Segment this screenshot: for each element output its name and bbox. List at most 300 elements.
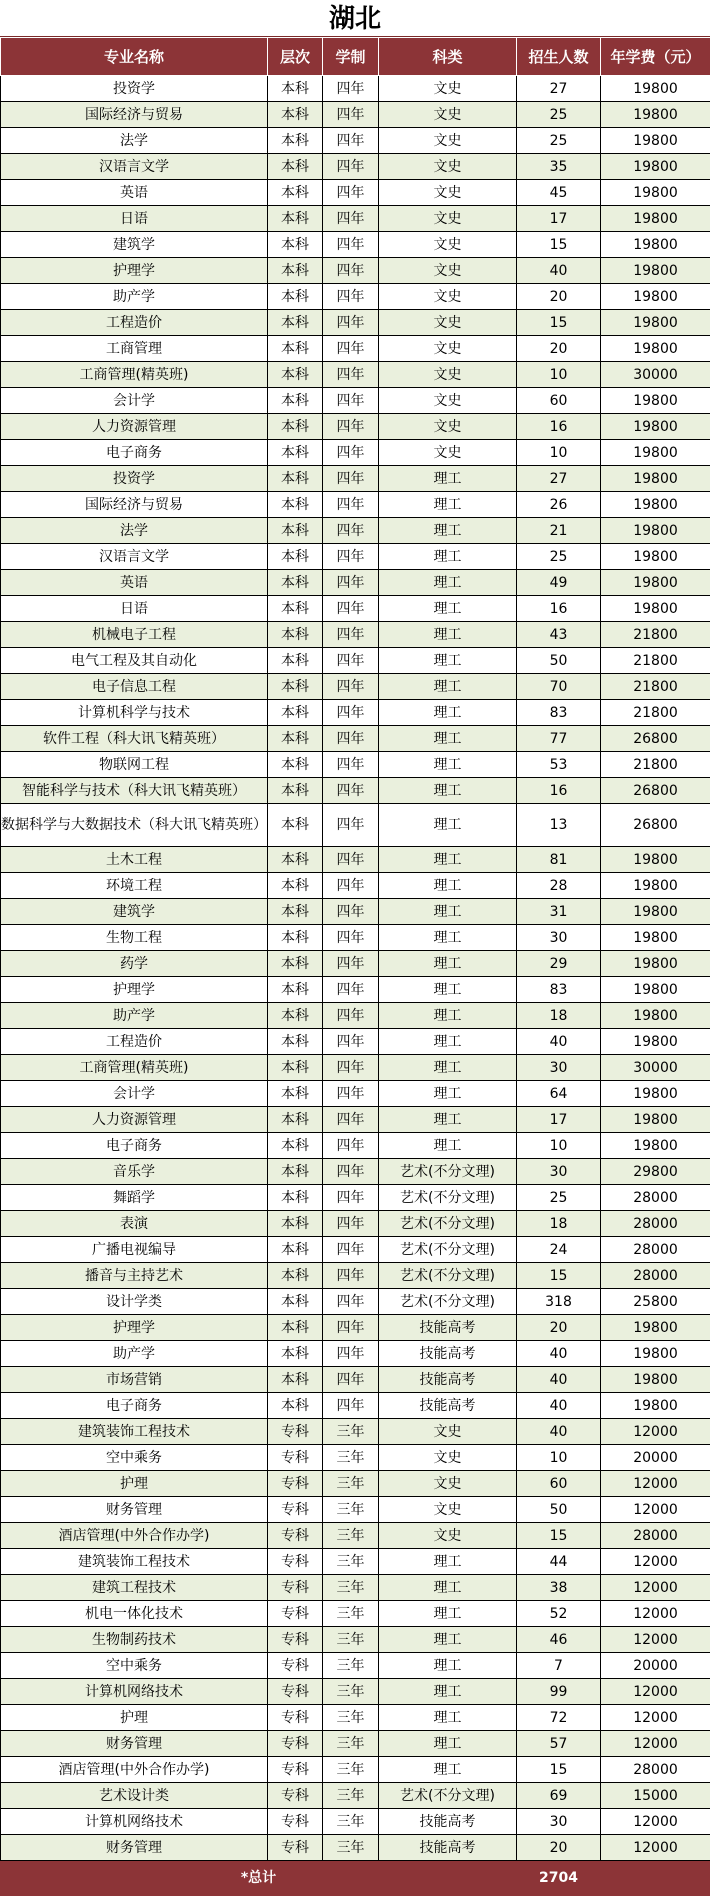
- table-row: [1, 873, 710, 899]
- category-cell: 理工: [379, 925, 517, 951]
- major-name-cell: 空中乘务: [1, 1653, 268, 1679]
- category-cell: 文史: [379, 336, 517, 362]
- page-title: 湖北: [0, 0, 710, 37]
- table-row: [1, 726, 710, 752]
- duration-cell: 四年: [323, 1107, 379, 1133]
- major-name-cell: 工商管理(精英班): [1, 362, 268, 388]
- level-cell: 本科: [268, 847, 323, 873]
- table-row: [1, 925, 710, 951]
- quota-cell: 13: [517, 804, 601, 847]
- level-cell: 本科: [268, 258, 323, 284]
- duration-cell: 四年: [323, 873, 379, 899]
- tuition-cell: 12000: [601, 1627, 710, 1653]
- level-cell: 本科: [268, 648, 323, 674]
- total-blank: [601, 1861, 710, 1896]
- table-row: [1, 1029, 710, 1055]
- major-name-cell: 日语: [1, 206, 268, 232]
- major-name-cell: 日语: [1, 596, 268, 622]
- tuition-cell: 29800: [601, 1159, 710, 1185]
- level-cell: 本科: [268, 180, 323, 206]
- duration-cell: 四年: [323, 1081, 379, 1107]
- major-name-cell: 机械电子工程: [1, 622, 268, 648]
- major-name-cell: 市场营销: [1, 1367, 268, 1393]
- category-cell: 文史: [379, 232, 517, 258]
- tuition-cell: 30000: [601, 362, 710, 388]
- table-row: [1, 1627, 710, 1653]
- table-row: [1, 1549, 710, 1575]
- category-cell: 理工: [379, 1705, 517, 1731]
- major-name-cell: 电子商务: [1, 1133, 268, 1159]
- header-quota: 招生人数: [517, 38, 601, 76]
- tuition-cell: 19800: [601, 102, 710, 128]
- table-row: [1, 76, 710, 102]
- major-name-cell: 建筑装饰工程技术: [1, 1419, 268, 1445]
- major-name-cell: 汉语言文学: [1, 544, 268, 570]
- table-row: [1, 1705, 710, 1731]
- category-cell: 艺术(不分文理): [379, 1237, 517, 1263]
- header-tuition: 年学费（元）: [601, 38, 710, 76]
- table-row: [1, 1575, 710, 1601]
- level-cell: 本科: [268, 622, 323, 648]
- duration-cell: 三年: [323, 1653, 379, 1679]
- major-name-cell: 护理学: [1, 977, 268, 1003]
- level-cell: 本科: [268, 1185, 323, 1211]
- category-cell: 理工: [379, 726, 517, 752]
- category-cell: 理工: [379, 492, 517, 518]
- quota-cell: 81: [517, 847, 601, 873]
- duration-cell: 四年: [323, 102, 379, 128]
- category-cell: 文史: [379, 76, 517, 102]
- category-cell: 艺术(不分文理): [379, 1783, 517, 1809]
- level-cell: 本科: [268, 336, 323, 362]
- duration-cell: 四年: [323, 258, 379, 284]
- quota-cell: 30: [517, 925, 601, 951]
- tuition-cell: 19800: [601, 570, 710, 596]
- major-name-cell: 生物工程: [1, 925, 268, 951]
- duration-cell: 四年: [323, 1289, 379, 1315]
- category-cell: 文史: [379, 388, 517, 414]
- quota-cell: 10: [517, 362, 601, 388]
- quota-cell: 21: [517, 518, 601, 544]
- duration-cell: 四年: [323, 778, 379, 804]
- major-name-cell: 助产学: [1, 1341, 268, 1367]
- duration-cell: 三年: [323, 1549, 379, 1575]
- quota-cell: 43: [517, 622, 601, 648]
- major-name-cell: 国际经济与贸易: [1, 492, 268, 518]
- header-duration: 学制: [323, 38, 379, 76]
- quota-cell: 25: [517, 128, 601, 154]
- tuition-cell: 19800: [601, 925, 710, 951]
- quota-cell: 49: [517, 570, 601, 596]
- level-cell: 本科: [268, 674, 323, 700]
- quota-cell: 17: [517, 1107, 601, 1133]
- tuition-cell: 19800: [601, 466, 710, 492]
- table-row: [1, 700, 710, 726]
- duration-cell: 三年: [323, 1809, 379, 1835]
- table-row: [1, 388, 710, 414]
- category-cell: 理工: [379, 1003, 517, 1029]
- duration-cell: 三年: [323, 1419, 379, 1445]
- category-cell: 理工: [379, 648, 517, 674]
- level-cell: 本科: [268, 492, 323, 518]
- category-cell: 理工: [379, 1029, 517, 1055]
- duration-cell: 四年: [323, 362, 379, 388]
- category-cell: 艺术(不分文理): [379, 1263, 517, 1289]
- quota-cell: 15: [517, 1263, 601, 1289]
- category-cell: 文史: [379, 310, 517, 336]
- table-row: [1, 1211, 710, 1237]
- duration-cell: 四年: [323, 570, 379, 596]
- quota-cell: 20: [517, 1835, 601, 1861]
- level-cell: 本科: [268, 804, 323, 847]
- tuition-cell: 19800: [601, 206, 710, 232]
- header-level: 层次: [268, 38, 323, 76]
- table-row: [1, 466, 710, 492]
- major-name-cell: 数据科学与大数据技术（科大讯飞精英班）: [1, 804, 268, 847]
- tuition-cell: 19800: [601, 492, 710, 518]
- level-cell: 本科: [268, 1055, 323, 1081]
- tuition-cell: 19800: [601, 518, 710, 544]
- major-name-cell: 汉语言文学: [1, 154, 268, 180]
- tuition-cell: 19800: [601, 128, 710, 154]
- table-row: [1, 570, 710, 596]
- level-cell: 本科: [268, 76, 323, 102]
- category-cell: 理工: [379, 1575, 517, 1601]
- quota-cell: 15: [517, 1757, 601, 1783]
- table-row: [1, 804, 710, 847]
- quota-cell: 18: [517, 1211, 601, 1237]
- tuition-cell: 19800: [601, 232, 710, 258]
- quota-cell: 7: [517, 1653, 601, 1679]
- quota-cell: 27: [517, 466, 601, 492]
- quota-cell: 10: [517, 1445, 601, 1471]
- quota-cell: 53: [517, 752, 601, 778]
- major-name-cell: 音乐学: [1, 1159, 268, 1185]
- category-cell: 理工: [379, 518, 517, 544]
- level-cell: 专科: [268, 1731, 323, 1757]
- category-cell: 理工: [379, 1133, 517, 1159]
- major-name-cell: 物联网工程: [1, 752, 268, 778]
- table-row: [1, 336, 710, 362]
- category-cell: 文史: [379, 414, 517, 440]
- major-name-cell: 英语: [1, 180, 268, 206]
- duration-cell: 四年: [323, 414, 379, 440]
- tuition-cell: 21800: [601, 700, 710, 726]
- duration-cell: 四年: [323, 1315, 379, 1341]
- tuition-cell: 28000: [601, 1757, 710, 1783]
- tuition-cell: 21800: [601, 674, 710, 700]
- category-cell: 理工: [379, 1679, 517, 1705]
- level-cell: 本科: [268, 128, 323, 154]
- tuition-cell: 12000: [601, 1601, 710, 1627]
- quota-cell: 31: [517, 899, 601, 925]
- quota-cell: 10: [517, 1133, 601, 1159]
- duration-cell: 四年: [323, 1133, 379, 1159]
- major-name-cell: 助产学: [1, 1003, 268, 1029]
- table-row: [1, 284, 710, 310]
- duration-cell: 四年: [323, 388, 379, 414]
- quota-cell: 15: [517, 1523, 601, 1549]
- major-name-cell: 药学: [1, 951, 268, 977]
- table-row: [1, 778, 710, 804]
- major-name-cell: 人力资源管理: [1, 414, 268, 440]
- tuition-cell: 28000: [601, 1185, 710, 1211]
- table-row: [1, 414, 710, 440]
- level-cell: 本科: [268, 544, 323, 570]
- quota-cell: 30: [517, 1809, 601, 1835]
- level-cell: 专科: [268, 1809, 323, 1835]
- category-cell: 理工: [379, 1627, 517, 1653]
- major-name-cell: 助产学: [1, 284, 268, 310]
- duration-cell: 四年: [323, 440, 379, 466]
- major-name-cell: 建筑学: [1, 899, 268, 925]
- table-row: [1, 1419, 710, 1445]
- duration-cell: 四年: [323, 1185, 379, 1211]
- quota-cell: 16: [517, 596, 601, 622]
- category-cell: 文史: [379, 258, 517, 284]
- category-cell: 文史: [379, 1523, 517, 1549]
- level-cell: 本科: [268, 1263, 323, 1289]
- duration-cell: 四年: [323, 1393, 379, 1419]
- duration-cell: 四年: [323, 1055, 379, 1081]
- major-name-cell: 工商管理: [1, 336, 268, 362]
- category-cell: 文史: [379, 206, 517, 232]
- quota-cell: 30: [517, 1159, 601, 1185]
- level-cell: 专科: [268, 1705, 323, 1731]
- duration-cell: 三年: [323, 1601, 379, 1627]
- table-row: [1, 1471, 710, 1497]
- category-cell: 技能高考: [379, 1367, 517, 1393]
- table-row: [1, 206, 710, 232]
- level-cell: 专科: [268, 1549, 323, 1575]
- duration-cell: 四年: [323, 804, 379, 847]
- duration-cell: 四年: [323, 1029, 379, 1055]
- tuition-cell: 19800: [601, 977, 710, 1003]
- major-name-cell: 机电一体化技术: [1, 1601, 268, 1627]
- duration-cell: 四年: [323, 154, 379, 180]
- category-cell: 艺术(不分文理): [379, 1159, 517, 1185]
- tuition-cell: 19800: [601, 336, 710, 362]
- major-name-cell: 建筑装饰工程技术: [1, 1549, 268, 1575]
- quota-cell: 20: [517, 336, 601, 362]
- level-cell: 本科: [268, 414, 323, 440]
- major-name-cell: 护理: [1, 1705, 268, 1731]
- table-row: [1, 492, 710, 518]
- category-cell: 文史: [379, 1419, 517, 1445]
- level-cell: 专科: [268, 1471, 323, 1497]
- table-row: [1, 232, 710, 258]
- duration-cell: 三年: [323, 1627, 379, 1653]
- duration-cell: 四年: [323, 977, 379, 1003]
- quota-cell: 29: [517, 951, 601, 977]
- category-cell: 理工: [379, 778, 517, 804]
- level-cell: 本科: [268, 899, 323, 925]
- major-name-cell: 表演: [1, 1211, 268, 1237]
- tuition-cell: 30000: [601, 1055, 710, 1081]
- major-name-cell: 护理学: [1, 258, 268, 284]
- major-name-cell: 播音与主持艺术: [1, 1263, 268, 1289]
- category-cell: 理工: [379, 466, 517, 492]
- level-cell: 本科: [268, 1107, 323, 1133]
- table-row: [1, 1783, 710, 1809]
- table-row: [1, 1315, 710, 1341]
- quota-cell: 16: [517, 414, 601, 440]
- quota-cell: 27: [517, 76, 601, 102]
- table-row: [1, 674, 710, 700]
- duration-cell: 四年: [323, 284, 379, 310]
- table-row: [1, 258, 710, 284]
- category-cell: 理工: [379, 951, 517, 977]
- quota-cell: 18: [517, 1003, 601, 1029]
- major-name-cell: 空中乘务: [1, 1445, 268, 1471]
- level-cell: 专科: [268, 1835, 323, 1861]
- table-row: [1, 1679, 710, 1705]
- level-cell: 本科: [268, 596, 323, 622]
- table-row: [1, 951, 710, 977]
- quota-cell: 46: [517, 1627, 601, 1653]
- major-name-cell: 电子商务: [1, 440, 268, 466]
- duration-cell: 四年: [323, 544, 379, 570]
- tuition-cell: 19800: [601, 440, 710, 466]
- tuition-cell: 12000: [601, 1705, 710, 1731]
- tuition-cell: 28000: [601, 1263, 710, 1289]
- tuition-cell: 12000: [601, 1575, 710, 1601]
- duration-cell: 三年: [323, 1497, 379, 1523]
- duration-cell: 四年: [323, 1263, 379, 1289]
- duration-cell: 四年: [323, 336, 379, 362]
- quota-cell: 35: [517, 154, 601, 180]
- table-row: [1, 1653, 710, 1679]
- level-cell: 本科: [268, 925, 323, 951]
- level-cell: 本科: [268, 1367, 323, 1393]
- level-cell: 本科: [268, 1133, 323, 1159]
- category-cell: 理工: [379, 847, 517, 873]
- level-cell: 本科: [268, 700, 323, 726]
- tuition-cell: 12000: [601, 1419, 710, 1445]
- level-cell: 本科: [268, 1003, 323, 1029]
- quota-cell: 40: [517, 1341, 601, 1367]
- table-row: [1, 1445, 710, 1471]
- quota-cell: 16: [517, 778, 601, 804]
- major-name-cell: 计算机网络技术: [1, 1679, 268, 1705]
- category-cell: 文史: [379, 362, 517, 388]
- duration-cell: 四年: [323, 648, 379, 674]
- major-name-cell: 土木工程: [1, 847, 268, 873]
- quota-cell: 40: [517, 1367, 601, 1393]
- category-cell: 技能高考: [379, 1835, 517, 1861]
- category-cell: 理工: [379, 1107, 517, 1133]
- tuition-cell: 19800: [601, 596, 710, 622]
- level-cell: 本科: [268, 518, 323, 544]
- quota-cell: 15: [517, 232, 601, 258]
- category-cell: 技能高考: [379, 1341, 517, 1367]
- duration-cell: 四年: [323, 180, 379, 206]
- category-cell: 技能高考: [379, 1809, 517, 1835]
- level-cell: 专科: [268, 1627, 323, 1653]
- duration-cell: 三年: [323, 1731, 379, 1757]
- tuition-cell: 25800: [601, 1289, 710, 1315]
- major-name-cell: 英语: [1, 570, 268, 596]
- tuition-cell: 12000: [601, 1835, 710, 1861]
- quota-cell: 20: [517, 1315, 601, 1341]
- table-row: [1, 977, 710, 1003]
- tuition-cell: 28000: [601, 1523, 710, 1549]
- major-name-cell: 酒店管理(中外合作办学): [1, 1757, 268, 1783]
- header-category: 科类: [379, 38, 517, 76]
- quota-cell: 60: [517, 388, 601, 414]
- level-cell: 本科: [268, 873, 323, 899]
- level-cell: 本科: [268, 1029, 323, 1055]
- major-name-cell: 设计学类: [1, 1289, 268, 1315]
- duration-cell: 四年: [323, 310, 379, 336]
- major-name-cell: 建筑工程技术: [1, 1575, 268, 1601]
- table-row: [1, 128, 710, 154]
- category-cell: 理工: [379, 622, 517, 648]
- enrollment-table: [0, 37, 710, 1896]
- tuition-cell: 12000: [601, 1731, 710, 1757]
- table-row: [1, 847, 710, 873]
- category-cell: 理工: [379, 752, 517, 778]
- tuition-cell: 19800: [601, 310, 710, 336]
- category-cell: 文史: [379, 1471, 517, 1497]
- category-cell: 文史: [379, 440, 517, 466]
- level-cell: 本科: [268, 388, 323, 414]
- table-body: [1, 76, 710, 1861]
- duration-cell: 三年: [323, 1575, 379, 1601]
- major-name-cell: 电子信息工程: [1, 674, 268, 700]
- duration-cell: 四年: [323, 951, 379, 977]
- table-row: [1, 1107, 710, 1133]
- quota-cell: 99: [517, 1679, 601, 1705]
- tuition-cell: 15000: [601, 1783, 710, 1809]
- quota-cell: 25: [517, 544, 601, 570]
- category-cell: 理工: [379, 1731, 517, 1757]
- tuition-cell: 19800: [601, 76, 710, 102]
- major-name-cell: 法学: [1, 128, 268, 154]
- tuition-cell: 21800: [601, 648, 710, 674]
- major-name-cell: 广播电视编导: [1, 1237, 268, 1263]
- tuition-cell: 19800: [601, 1003, 710, 1029]
- duration-cell: 四年: [323, 1341, 379, 1367]
- major-name-cell: 工程造价: [1, 1029, 268, 1055]
- duration-cell: 三年: [323, 1757, 379, 1783]
- category-cell: 文史: [379, 154, 517, 180]
- quota-cell: 25: [517, 102, 601, 128]
- duration-cell: 三年: [323, 1835, 379, 1861]
- category-cell: 文史: [379, 180, 517, 206]
- major-name-cell: 护理学: [1, 1315, 268, 1341]
- table-header-row: [1, 38, 710, 76]
- tuition-cell: 28000: [601, 1211, 710, 1237]
- duration-cell: 四年: [323, 899, 379, 925]
- duration-cell: 四年: [323, 700, 379, 726]
- major-name-cell: 建筑学: [1, 232, 268, 258]
- table-row: [1, 362, 710, 388]
- table-row: [1, 1731, 710, 1757]
- tuition-cell: 19800: [601, 1367, 710, 1393]
- category-cell: 理工: [379, 977, 517, 1003]
- major-name-cell: 会计学: [1, 388, 268, 414]
- quota-cell: 69: [517, 1783, 601, 1809]
- level-cell: 本科: [268, 951, 323, 977]
- tuition-cell: 19800: [601, 1315, 710, 1341]
- total-row: [1, 1861, 710, 1896]
- tuition-cell: 12000: [601, 1679, 710, 1705]
- quota-cell: 30: [517, 1055, 601, 1081]
- table-row: [1, 440, 710, 466]
- tuition-cell: 21800: [601, 752, 710, 778]
- tuition-cell: 19800: [601, 1133, 710, 1159]
